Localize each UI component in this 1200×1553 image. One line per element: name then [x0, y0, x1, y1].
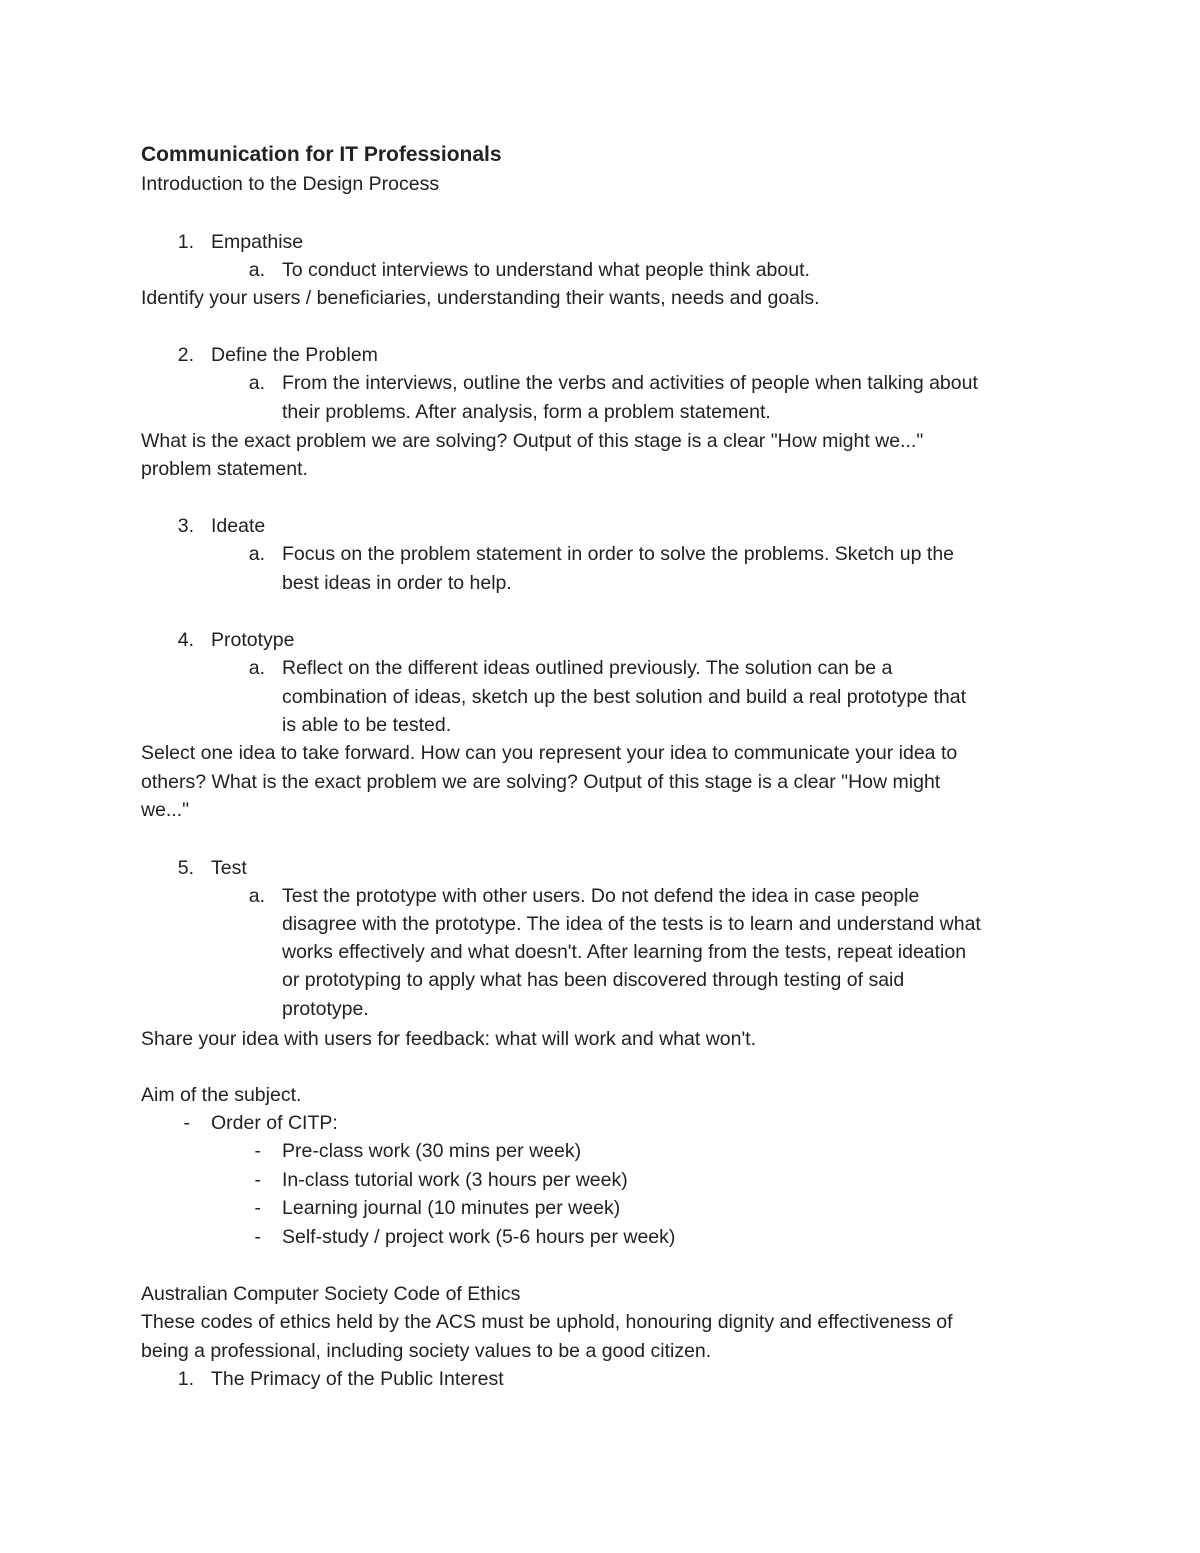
bullet-dash: -: [254, 1169, 261, 1191]
document-title: Communication for IT Professionals: [141, 143, 502, 166]
substep-marker: a.: [248, 885, 265, 907]
substep-line: prototype.: [282, 998, 369, 1020]
substep-line: Reflect on the different ideas outlined previously. The solution can be a: [282, 657, 893, 679]
step-note: Select one idea to take forward. How can you represent your idea to communicate your idea to: [141, 742, 958, 764]
substep-line: Focus on the problem statement in order to solve the problems. Sketch up the: [282, 543, 955, 565]
substep-line: their problems. After analysis, form a problem statement.: [282, 401, 771, 423]
substep-line: Test the prototype with other users. Do not defend the idea in case people: [282, 885, 920, 907]
substep-line: To conduct interviews to understand what people think about.: [282, 259, 810, 281]
step-heading: Empathise: [211, 231, 304, 253]
aim-subitem: In-class tutorial work (3 hours per week): [282, 1169, 628, 1191]
step-heading: Test: [211, 857, 247, 879]
substep-marker: a.: [248, 657, 265, 679]
step-heading: Prototype: [211, 629, 295, 651]
step-note: we...": [141, 799, 190, 821]
step-number: 4.: [177, 629, 194, 651]
bullet-dash: -: [254, 1226, 261, 1248]
step-heading: Ideate: [211, 515, 266, 537]
bullet-dash: -: [254, 1140, 261, 1162]
step-number: 5.: [177, 857, 194, 879]
substep-marker: a.: [248, 259, 265, 281]
step-number: 2.: [177, 344, 194, 366]
ethics-list-item: The Primacy of the Public Interest: [211, 1368, 504, 1390]
substep-line: combination of ideas, sketch up the best solution and build a real prototype that: [282, 686, 967, 708]
substep-line: or prototyping to apply what has been discovered through testing of said: [282, 969, 905, 991]
step-note: problem statement.: [141, 458, 308, 480]
step-note: Share your idea with users for feedback: what will work and what won't.: [141, 1028, 757, 1050]
ethics-line: These codes of ethics held by the ACS must be uphold, honouring dignity and effectiveness of: [141, 1311, 953, 1333]
document-subtitle: Introduction to the Design Process: [141, 173, 440, 195]
substep-marker: a.: [248, 543, 265, 565]
step-note: others? What is the exact problem we are solving? Output of this stage is a clear "How might: [141, 771, 941, 793]
bullet-dash: -: [183, 1112, 190, 1134]
substep-line: disagree with the prototype. The idea of the tests is to learn and understand what: [282, 913, 981, 935]
substep-line: is able to be tested.: [282, 714, 452, 736]
aim-subitem: Pre-class work (30 mins per week): [282, 1140, 582, 1162]
step-note: Identify your users / beneficiaries, understanding their wants, needs and goals.: [141, 287, 820, 309]
bullet-dash: -: [254, 1197, 261, 1219]
substep-line: From the interviews, outline the verbs and activities of people when talking about: [282, 372, 978, 394]
ethics-line: being a professional, including society values to be a good citizen.: [141, 1340, 712, 1362]
substep-line: best ideas in order to help.: [282, 572, 512, 594]
aim-heading: Aim of the subject.: [141, 1084, 302, 1106]
substep-marker: a.: [248, 372, 265, 394]
step-note: What is the exact problem we are solving? Output of this stage is a clear "How might we...": [141, 430, 924, 452]
ethics-heading: Australian Computer Society Code of Ethics: [141, 1283, 521, 1305]
step-number: 1.: [177, 231, 194, 253]
ethics-list-number: 1.: [177, 1368, 194, 1390]
step-heading: Define the Problem: [211, 344, 378, 366]
substep-line: works effectively and what doesn't. After learning from the tests, repeat ideation: [282, 941, 967, 963]
aim-item: Order of CITP:: [211, 1112, 338, 1134]
step-number: 3.: [177, 515, 194, 537]
aim-subitem: Self-study / project work (5-6 hours per week): [282, 1226, 676, 1248]
aim-subitem: Learning journal (10 minutes per week): [282, 1197, 621, 1219]
